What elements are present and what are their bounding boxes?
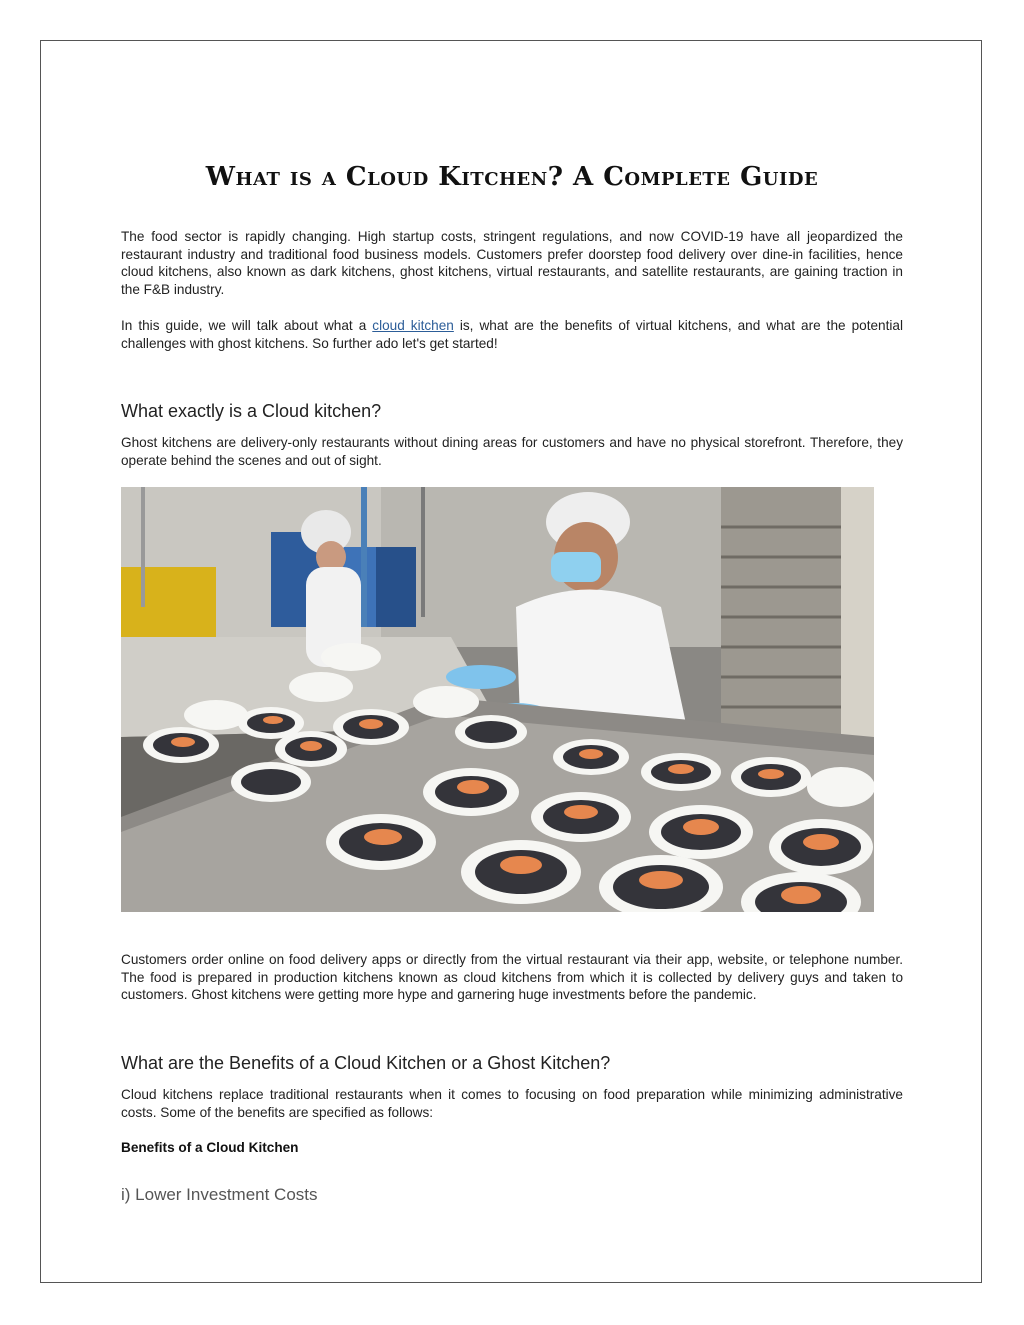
section-heading-benefits: What are the Benefits of a Cloud Kitchen or a Ghost Kitchen? (121, 1053, 611, 1073)
page-title: What is a Cloud Kitchen? A Complete Guide (205, 162, 819, 192)
section-paragraph-benefits: Cloud kitchens replace traditional restaurants when it comes to focusing on food preparation while minimizing administrative costs. Some of the benefits are specified as follows: (121, 1087, 903, 1120)
after-photo-paragraph: Customers order online on food delivery apps or directly from the virtual restaurant via their app, website, or telephone number. The food is prepared in production kitchens known as cloud kitchens from which it is collected by delivery guys and taken to customers. Ghost kitchens were getting more hype and garnering huge investments before the pandemic. (121, 952, 903, 1002)
kitchen-photo (121, 487, 874, 912)
intro-paragraph: The food sector is rapidly changing. High startup costs, stringent regulations, and now COVID-19 have all jeopardized the restaurant industry and traditional food business models. Customers prefer doorstep food delivery over dine-in facilities, hence cloud kitchens, also known as dark kitchens, ghost kitchens, virtual restaurants, and satellite restaurants, are gaining traction in the F&B industry. (121, 229, 903, 297)
section-paragraph-what-is: Ghost kitchens are delivery-only restaurants without dining areas for customers and have no physical storefront. Therefore, they operate behind the scenes and out of sight. (121, 435, 903, 468)
guide-text-after: is, what are the benefits of virtual kitchens, and what are the potential challenges with ghost kitchens. So further ado let's get started! (121, 318, 903, 351)
section-heading-what-is: What exactly is a Cloud kitchen? (121, 401, 382, 421)
cloud-kitchen-link[interactable]: cloud kitchen (372, 318, 454, 333)
guide-paragraph (121, 317, 903, 352)
guide-text-before: In this guide, we will talk about what a (121, 318, 373, 333)
kitchen-photo-illustration (121, 487, 874, 912)
benefit-item-1: i) Lower Investment Costs (121, 1185, 318, 1204)
benefits-subheading: Benefits of a Cloud Kitchen (121, 1140, 299, 1155)
